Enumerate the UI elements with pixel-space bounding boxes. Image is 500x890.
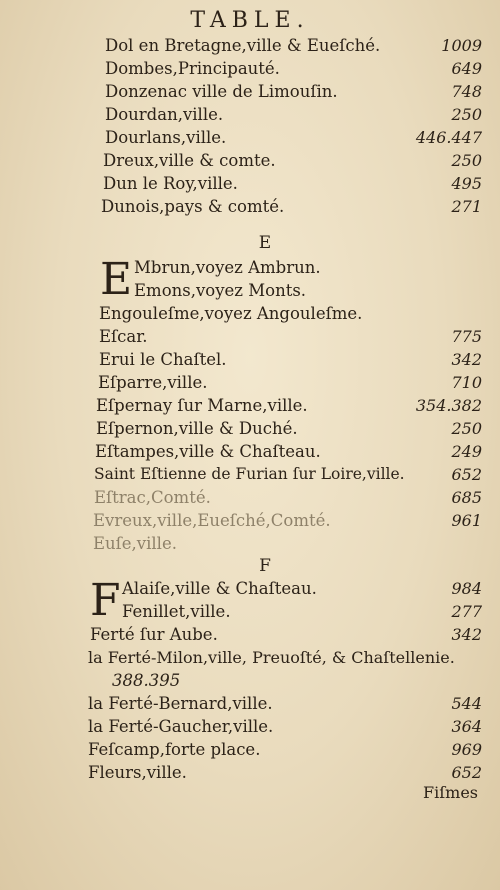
index-entry [0,463,500,486]
entry-name: Dreux,ville & comte. [103,151,276,170]
entry-page: 446.447 [415,128,482,147]
entry-name: Alaiſe,ville & Chaſteau. [122,579,317,598]
entry-page: 969 [451,740,482,759]
index-entry [0,394,500,417]
index-entry [0,172,500,195]
index-entry [0,195,500,218]
entry-page: 1009 [441,36,482,55]
entry-name: Dourlans,ville. [105,128,227,147]
entry-page: 364 [451,717,482,736]
index-entry [0,692,500,715]
catchword: Fiſmes [423,783,478,802]
entry-name: Dol en Bretagne,ville & Eueſché. [105,36,381,55]
entry-page: 250 [451,105,482,124]
entry-name: Emons,voyez Monts. [134,281,307,300]
entry-name: Dombes,Principauté. [105,59,280,78]
entry-name: Eſpernay ſur Marne,ville. [96,396,308,415]
entry-name: Feſcamp,forte place. [88,740,261,759]
entry-name: la Ferté-Milon,ville, Preuoſté, & Chaſtellenie. [88,648,455,667]
section-letter-f: F [259,556,271,576]
entry-name: Erui le Chaſtel. [99,350,227,369]
drop-cap-e: E [100,254,133,305]
entry-name: Fleurs,ville. [88,763,187,782]
entry-name: Dourdan,ville. [105,105,224,124]
entry-page: 775 [451,327,482,346]
entry-name: Mbrun,voyez Ambrun. [134,258,321,277]
entry-name: Dunois,pays & comté. [101,197,285,216]
entry-name: Ferté ſur Aube. [90,625,218,644]
index-entry [0,325,500,348]
entry-page: 354.382 [415,396,482,415]
index-entries [0,34,500,784]
entry-name: Eſparre,ville. [98,373,208,392]
index-entry [0,715,500,738]
entry-page: 984 [451,579,482,598]
index-entry [0,103,500,126]
entry-page: 652 [451,763,482,782]
entry-page: 710 [451,373,482,392]
index-entry [0,646,500,669]
entry-name: Saint Eſtienne de Furian ſur Loire,ville. [94,465,405,483]
index-entry [0,623,500,646]
index-entry [0,80,500,103]
index-entry [0,532,500,555]
drop-cap-f: F [90,575,121,626]
index-entry [0,577,500,600]
entry-page: 495 [451,174,482,193]
index-entry [0,302,500,325]
index-entry [0,126,500,149]
index-entry [0,509,500,532]
entry-page: 652 [451,465,482,484]
index-entry [0,738,500,761]
index-entry [0,669,500,692]
entry-name: 388.395 [112,671,181,690]
entry-name: Donzenac ville de Limouſin. [105,82,338,101]
entry-page: 685 [451,488,482,507]
entry-page: 250 [451,419,482,438]
entry-name: Eſtrac,Comté. [94,488,211,507]
entry-name: Eſtampes,ville & Chaſteau. [95,442,321,461]
index-entry [0,417,500,440]
entry-name: Evreux,ville,Eueſché,Comté. [93,511,331,530]
entry-page: 250 [451,151,482,170]
entry-name: Dun le Roy,ville. [103,174,238,193]
index-entry [0,486,500,509]
index-entry [0,371,500,394]
index-entry [0,761,500,784]
index-entry [0,348,500,371]
entry-page: 649 [451,59,482,78]
index-entry [0,34,500,57]
index-entry [0,279,500,302]
entry-name: Fenillet,ville. [122,602,231,621]
index-entry [0,440,500,463]
section-letter-e: E [258,233,272,253]
running-head: TABLE. [190,8,310,33]
entry-page: 342 [451,625,482,644]
index-entry [0,57,500,80]
index-entry [0,149,500,172]
entry-name: Eſcar. [99,327,148,346]
entry-page: 544 [451,694,482,713]
entry-name: Eſpernon,ville & Duché. [96,419,298,438]
entry-name: la Ferté-Bernard,ville. [88,694,273,713]
entry-name: Euſe,ville. [93,534,177,553]
entry-page: 277 [451,602,482,621]
entry-page: 342 [451,350,482,369]
index-entry [0,600,500,623]
index-entry [0,256,500,279]
entry-page: 271 [451,197,482,216]
entry-page: 249 [451,442,482,461]
entry-name: Engouleſme,voyez Angouleſme. [99,304,363,323]
entry-name: la Ferté-Gaucher,ville. [88,717,274,736]
entry-page: 961 [451,511,482,530]
entry-page: 748 [451,82,482,101]
